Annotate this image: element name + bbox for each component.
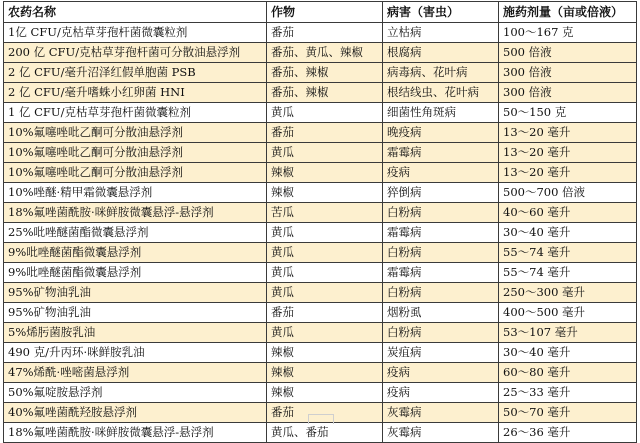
table-row: [4, 103, 637, 123]
cell-crop: 黄瓜: [267, 283, 383, 303]
table-body: [4, 23, 637, 443]
cell-dosage: 40～60 毫升: [499, 203, 637, 223]
header-dosage: 施药剂量（亩或倍液）: [499, 2, 637, 23]
cell-dosage: 55～74 毫升: [499, 243, 637, 263]
cell-pesticide-name: 95%矿物油乳油: [4, 283, 267, 303]
cell-disease: 白粉病: [383, 323, 499, 343]
pesticide-table: [3, 1, 637, 443]
cell-pesticide-name: 10%氟噻唑吡乙酮可分散油悬浮剂: [4, 163, 267, 183]
table-row: [4, 423, 637, 443]
cell-disease: 霜霉病: [383, 263, 499, 283]
cell-pesticide-name: 200 亿 CFU/克枯草芽孢杆菌可分散油悬浮剂: [4, 43, 267, 63]
table-row: [4, 343, 637, 363]
table-row: [4, 183, 637, 203]
cell-dosage: 400～500 毫升: [499, 303, 637, 323]
cell-crop: 辣椒: [267, 363, 383, 383]
cell-disease: 猝倒病: [383, 183, 499, 203]
table-row: [4, 223, 637, 243]
cell-pesticide-name: 25%吡唑醚菌酯微囊悬浮剂: [4, 223, 267, 243]
cell-pesticide-name: 40%氟唑菌酰羟胺悬浮剂: [4, 403, 267, 423]
table-row: [4, 283, 637, 303]
cell-pesticide-name: 2 亿 CFU/毫升沼泽红假单胞菌 PSB: [4, 63, 267, 83]
cell-disease: 立枯病: [383, 23, 499, 43]
cell-pesticide-name: 2 亿 CFU/毫升嗜蛛小红卵菌 HNI: [4, 83, 267, 103]
cell-dosage: 13～20 毫升: [499, 143, 637, 163]
cell-dosage: 500 倍液: [499, 43, 637, 63]
cell-crop: 黄瓜: [267, 103, 383, 123]
cell-disease: 白粉病: [383, 243, 499, 263]
cell-pesticide-name: 18%氟唑菌酰胺·咪鲜胺微囊悬浮-悬浮剂: [4, 203, 267, 223]
cell-pesticide-name: 5%烯肟菌胺乳油: [4, 323, 267, 343]
cell-disease: 霜霉病: [383, 143, 499, 163]
cell-dosage: 55～74 毫升: [499, 263, 637, 283]
cell-crop: 辣椒: [267, 383, 383, 403]
cell-crop: 番茄、辣椒: [267, 83, 383, 103]
cell-crop: 黄瓜: [267, 243, 383, 263]
header-pesticide-name: 农药名称: [4, 2, 267, 23]
cell-crop: 辣椒: [267, 163, 383, 183]
cell-dosage: 50～150 克: [499, 103, 637, 123]
cell-crop: 番茄: [267, 123, 383, 143]
cell-crop: 辣椒: [267, 183, 383, 203]
cell-dosage: 50～70 毫升: [499, 403, 637, 423]
cell-disease: 灰霉病: [383, 403, 499, 423]
table-row: [4, 83, 637, 103]
cell-dosage: 53～107 毫升: [499, 323, 637, 343]
table-row: [4, 303, 637, 323]
cell-pesticide-name: 1 亿 CFU/克枯草芽孢杆菌微囊粒剂: [4, 103, 267, 123]
cell-disease: 根结线虫、花叶病: [383, 83, 499, 103]
table-row: [4, 163, 637, 183]
table-row: [4, 363, 637, 383]
cell-dosage: 300 倍液: [499, 63, 637, 83]
cell-crop: 辣椒: [267, 343, 383, 363]
cell-crop: 黄瓜: [267, 323, 383, 343]
cell-dosage: 30～40 毫升: [499, 223, 637, 243]
table-row: [4, 123, 637, 143]
cell-dosage: 250～300 毫升: [499, 283, 637, 303]
cell-disease: 晚疫病: [383, 123, 499, 143]
cell-disease: 炭疽病: [383, 343, 499, 363]
table-header-row: [4, 2, 637, 23]
cell-crop: 番茄: [267, 403, 383, 423]
cell-disease: 灰霉病: [383, 423, 499, 443]
cell-dosage: 300 倍液: [499, 83, 637, 103]
cell-disease: 白粉病: [383, 203, 499, 223]
cell-disease: 烟粉虱: [383, 303, 499, 323]
cell-pesticide-name: 9%吡唑醚菌酯微囊悬浮剂: [4, 263, 267, 283]
cell-disease: 白粉病: [383, 283, 499, 303]
cell-disease: 疫病: [383, 383, 499, 403]
cell-disease: 霜霉病: [383, 223, 499, 243]
table-row: [4, 383, 637, 403]
cell-disease: 细菌性角斑病: [383, 103, 499, 123]
cell-pesticide-name: 18%氟唑菌酰胺·咪鲜胺微囊悬浮-悬浮剂: [4, 423, 267, 443]
cell-crop: 番茄、黄瓜、辣椒: [267, 43, 383, 63]
cell-dosage: 13～20 毫升: [499, 123, 637, 143]
cell-dosage: 60～80 毫升: [499, 363, 637, 383]
cell-dosage: 500～700 倍液: [499, 183, 637, 203]
table-row: [4, 263, 637, 283]
cell-crop: 黄瓜: [267, 143, 383, 163]
table-row: [4, 323, 637, 343]
header-disease: 病害（害虫）: [383, 2, 499, 23]
table-row: [4, 243, 637, 263]
table-row: [4, 203, 637, 223]
cell-disease: 根腐病: [383, 43, 499, 63]
cell-pesticide-name: 50%氟啶胺悬浮剂: [4, 383, 267, 403]
cell-pesticide-name: 95%矿物油乳油: [4, 303, 267, 323]
cell-crop: 苦瓜: [267, 203, 383, 223]
cell-dosage: 100～167 克: [499, 23, 637, 43]
cell-pesticide-name: 10%唑醚·精甲霜微囊悬浮剂: [4, 183, 267, 203]
cell-crop: 黄瓜: [267, 263, 383, 283]
table-row: [4, 23, 637, 43]
cell-crop: 黄瓜: [267, 223, 383, 243]
cell-dosage: 26～36 毫升: [499, 423, 637, 443]
cell-crop: 番茄: [267, 23, 383, 43]
cell-crop: 黄瓜、番茄: [267, 423, 383, 443]
cell-pesticide-name: 490 克/升丙环·咪鲜胺乳油: [4, 343, 267, 363]
table-row: [4, 43, 637, 63]
cell-dosage: 25～33 毫升: [499, 383, 637, 403]
cell-pesticide-name: 10%氟噻唑吡乙酮可分散油悬浮剂: [4, 143, 267, 163]
cell-crop: 番茄: [267, 303, 383, 323]
cell-disease: 疫病: [383, 363, 499, 383]
cell-pesticide-name: 9%吡唑醚菌酯微囊悬浮剂: [4, 243, 267, 263]
cell-disease: 病毒病、花叶病: [383, 63, 499, 83]
cell-disease: 疫病: [383, 163, 499, 183]
table-row: [4, 63, 637, 83]
cell-pesticide-name: 1亿 CFU/克枯草芽孢杆菌微囊粒剂: [4, 23, 267, 43]
cell-dosage: 13～20 毫升: [499, 163, 637, 183]
header-crop: 作物: [267, 2, 383, 23]
cell-pesticide-name: 47%烯酰·唑嘧菌悬浮剂: [4, 363, 267, 383]
cell-dosage: 30～40 毫升: [499, 343, 637, 363]
cell-crop: 番茄、辣椒: [267, 63, 383, 83]
cell-pesticide-name: 10%氟噻唑吡乙酮可分散油悬浮剂: [4, 123, 267, 143]
table-row: [4, 143, 637, 163]
